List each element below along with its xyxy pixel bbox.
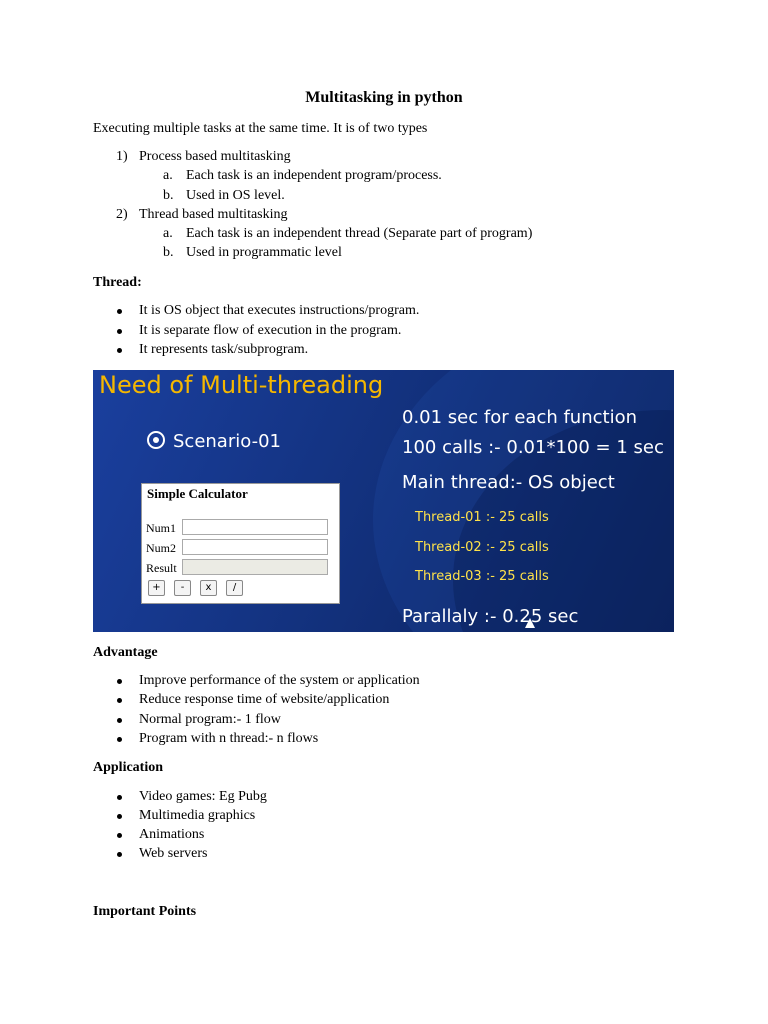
slide-title: Need of Multi-threading xyxy=(99,371,384,399)
num1-field xyxy=(182,519,328,535)
slide-line: 0.01 sec for each function xyxy=(402,407,638,428)
type-label: Process based multitasking xyxy=(139,149,291,164)
section-heading-thread: Thread: xyxy=(93,275,142,290)
sub-letter: a. xyxy=(163,226,173,241)
section-heading-important: Important Points xyxy=(93,904,197,919)
result-field xyxy=(182,559,328,575)
pointer-icon xyxy=(525,618,535,628)
sub-item: Used in OS level. xyxy=(186,188,285,203)
slide-line: 100 calls :- 0.01*100 = 1 sec xyxy=(402,437,664,458)
slide-line: Main thread:- OS object xyxy=(402,472,615,493)
plus-button: + xyxy=(148,580,165,596)
list-item: Video games: Eg Pubg xyxy=(139,789,267,804)
list-item: Normal program:- 1 flow xyxy=(139,712,281,727)
list-item: It is OS object that executes instructions/program. xyxy=(139,303,420,318)
slide-line: Parallaly :- 0.25 sec xyxy=(402,606,579,627)
slide-image xyxy=(93,370,674,632)
num2-field xyxy=(182,539,328,555)
scenario-label xyxy=(147,430,281,454)
intro-text: Executing multiple tasks at the same time. It is of two types xyxy=(93,121,428,136)
list-item: It represents task/subprogram. xyxy=(139,342,309,357)
calculator-label: Result xyxy=(146,561,177,575)
type-label: Thread based multitasking xyxy=(139,207,288,222)
thread-line: Thread-03 :- 25 calls xyxy=(415,569,549,584)
thread-line: Thread-02 :- 25 calls xyxy=(415,540,549,555)
calculator-label: Num1 xyxy=(146,521,176,535)
multiply-button: x xyxy=(200,580,217,596)
list-item: Web servers xyxy=(139,846,208,861)
divide-button: / xyxy=(226,580,243,596)
calculator-title: Simple Calculator xyxy=(147,486,248,501)
sub-item: Used in programmatic level xyxy=(186,245,342,260)
scenario-text: Scenario-01 xyxy=(173,431,281,452)
calculator-screenshot xyxy=(141,483,340,604)
list-item: Improve performance of the system or application xyxy=(139,673,420,688)
list-item: Multimedia graphics xyxy=(139,808,256,823)
sub-item: Each task is an independent thread (Separate part of program) xyxy=(186,226,533,241)
minus-button: - xyxy=(174,580,191,596)
sub-letter: b. xyxy=(163,245,174,260)
sub-letter: b. xyxy=(163,188,174,203)
section-heading-advantage: Advantage xyxy=(93,645,158,660)
list-item: Animations xyxy=(139,827,205,842)
sub-item: Each task is an independent program/process. xyxy=(186,168,442,183)
thread-line: Thread-01 :- 25 calls xyxy=(415,510,549,525)
calculator-label: Num2 xyxy=(146,541,176,555)
list-item: Reduce response time of website/application xyxy=(139,692,390,707)
list-item: Program with n thread:- n flows xyxy=(139,731,319,746)
list-item: It is separate flow of execution in the program. xyxy=(139,323,402,338)
sub-letter: a. xyxy=(163,168,173,183)
page-title: Multitasking in python xyxy=(305,89,463,106)
list-number: 1) xyxy=(116,149,128,164)
list-number: 2) xyxy=(116,207,128,222)
target-icon xyxy=(147,431,165,449)
section-heading-application: Application xyxy=(93,760,164,775)
